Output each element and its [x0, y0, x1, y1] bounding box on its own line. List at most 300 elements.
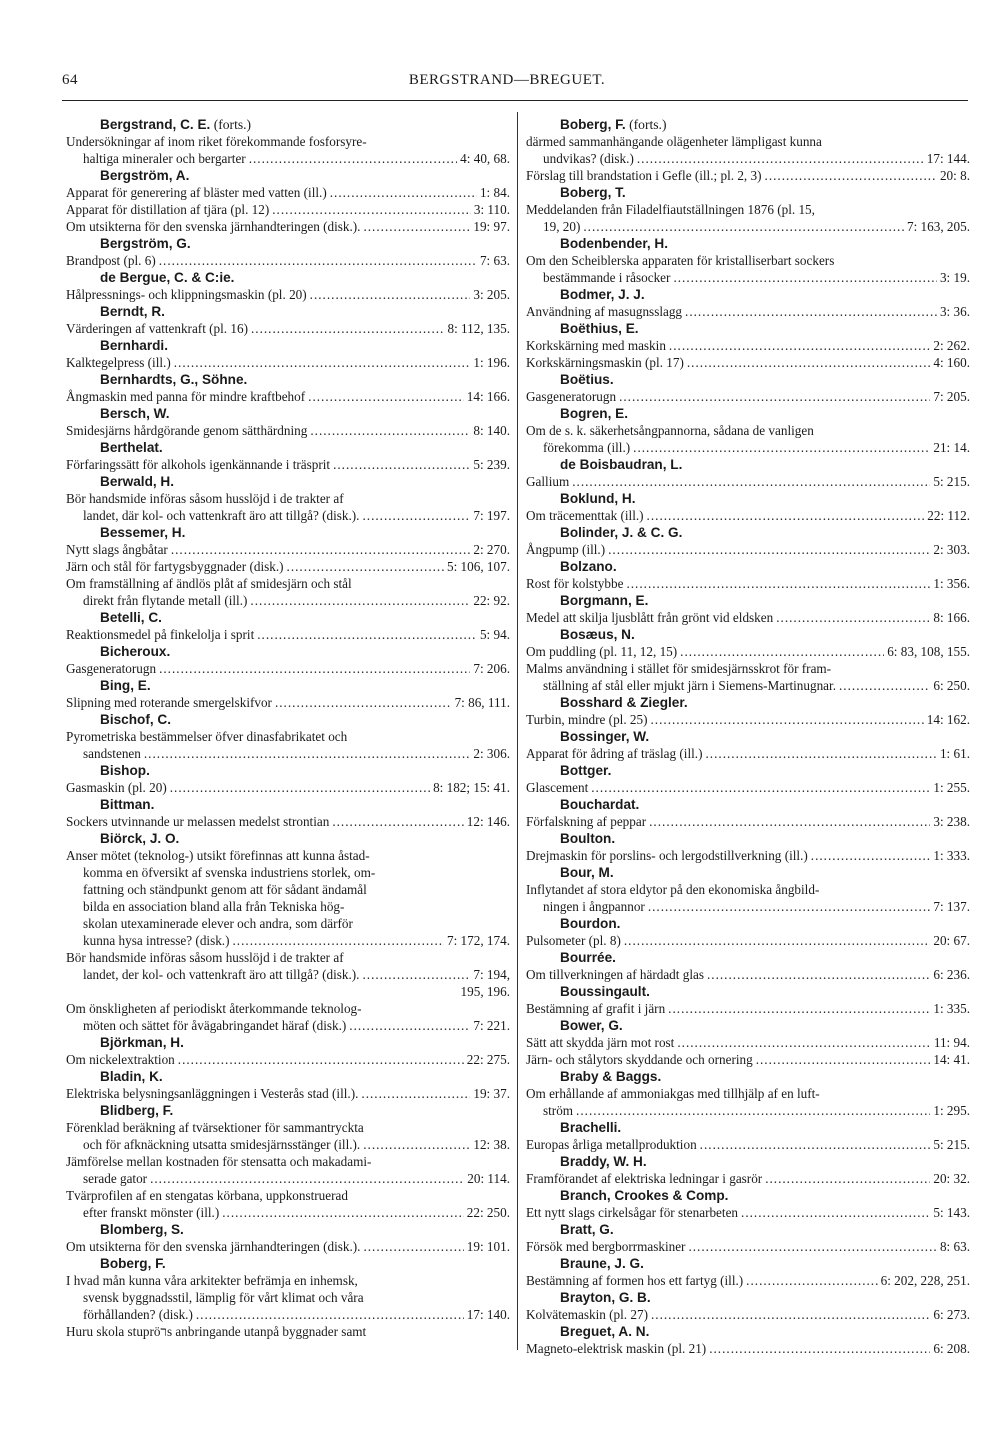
index-item	[526, 133, 970, 167]
author-name-text: Bratt, G.	[560, 1222, 614, 1237]
index-entry	[526, 405, 970, 456]
dot-leader	[233, 932, 444, 949]
dot-leader	[275, 694, 452, 711]
author-name-text: Boberg, F.	[100, 1256, 166, 1271]
item-title: Om nickelextraktion	[66, 1052, 175, 1067]
index-entry	[526, 320, 970, 371]
dot-leader	[251, 320, 444, 337]
dot-leader	[178, 1051, 464, 1068]
volume-page-ref: 1: 295.	[933, 1103, 970, 1118]
index-item	[66, 847, 510, 949]
item-line	[526, 354, 970, 371]
item-line	[66, 592, 510, 609]
author-name	[526, 949, 970, 966]
item-title: Ett nytt slags cirkelsågar för stenarbeten	[526, 1205, 739, 1220]
author-name	[66, 1255, 510, 1272]
index-item	[66, 1051, 510, 1068]
index-item	[66, 1323, 510, 1340]
item-title: I hvad mån kunna våra arkitekter befrämja en inhemsk,	[66, 1273, 358, 1288]
index-entry	[66, 1068, 510, 1102]
author-name-text: Bolzano.	[560, 559, 617, 574]
author-name	[66, 337, 510, 354]
volume-page-ref: 7: 172, 174.	[446, 933, 510, 948]
volume-page-ref: 4: 40, 68.	[460, 151, 510, 166]
item-line	[66, 218, 510, 235]
item-line	[526, 1102, 970, 1119]
author-name-text: Bicheroux.	[100, 644, 171, 659]
index-item	[66, 218, 510, 235]
volume-page-ref: 7: 206.	[473, 661, 510, 676]
author-name	[66, 269, 510, 286]
dot-leader	[249, 150, 457, 167]
volume-page-ref: 5: 143.	[933, 1205, 970, 1220]
index-item	[526, 1204, 970, 1221]
item-title: Drejmaskin för porslins- och lergodstillverkning (ill.)	[526, 848, 808, 863]
index-item	[66, 626, 510, 643]
volume-page-ref: 22: 275.	[466, 1052, 510, 1067]
dot-leader	[839, 677, 930, 694]
author-name-text: Bergstrand, C. E.	[100, 117, 211, 132]
index-item	[66, 949, 510, 1000]
volume-page-ref: 17: 140.	[466, 1307, 510, 1322]
dot-leader	[709, 1340, 930, 1357]
dot-leader	[677, 1034, 931, 1051]
item-line	[66, 575, 510, 592]
item-line	[526, 677, 970, 694]
author-name-text: Blidberg, F.	[100, 1103, 174, 1118]
volume-page-ref: 5: 106, 107.	[446, 559, 510, 574]
item-line	[526, 1204, 970, 1221]
author-name-text: Boussingault.	[560, 984, 650, 999]
index-item	[66, 660, 510, 677]
index-item	[66, 490, 510, 524]
index-item	[66, 1238, 510, 1255]
item-line	[66, 252, 510, 269]
item-title: Bör handsmide införas såsom husslöjd i de trakter af	[66, 491, 344, 506]
volume-page-ref: 20: 32.	[933, 1171, 970, 1186]
volume-page-ref: 8: 112, 135.	[447, 321, 510, 336]
author-name	[526, 524, 970, 541]
index-item	[526, 422, 970, 456]
item-title: Bestämning af grafit i järn	[526, 1001, 666, 1016]
index-item	[526, 847, 970, 864]
index-item	[66, 1272, 510, 1323]
item-line	[66, 881, 510, 898]
dot-leader	[619, 388, 930, 405]
item-line	[526, 388, 970, 405]
column-divider	[517, 112, 518, 1350]
volume-page-ref: 8: 182; 15: 41.	[433, 780, 510, 795]
index-item	[66, 456, 510, 473]
author-name	[66, 473, 510, 490]
item-line	[66, 456, 510, 473]
item-line	[66, 1017, 510, 1034]
index-entry	[526, 1119, 970, 1153]
index-entry	[66, 1221, 510, 1255]
dot-leader	[363, 1238, 463, 1255]
item-title: Smidesjärns hårdgörande genom sätthärdning	[66, 423, 308, 438]
author-name-text: Bolinder, J. & C. G.	[560, 525, 683, 540]
item-title: Förfalskning af peppar	[526, 814, 647, 829]
index-entry	[526, 1153, 970, 1187]
dot-leader	[608, 541, 930, 558]
item-line	[526, 898, 970, 915]
dot-leader	[687, 354, 930, 371]
item-line	[66, 779, 510, 796]
author-name-text: Bittman.	[100, 797, 155, 812]
index-entry	[526, 116, 970, 184]
author-name-text: Borgmann, E.	[560, 593, 649, 608]
item-line	[66, 1272, 510, 1289]
author-name-text: Bower, G.	[560, 1018, 623, 1033]
author-name	[66, 677, 510, 694]
index-item	[526, 1000, 970, 1017]
item-line	[66, 694, 510, 711]
item-title: Elektriska belysningsanläggningen i Vesterås stad (ill.).	[66, 1086, 359, 1101]
dot-leader	[349, 1017, 470, 1034]
author-name	[526, 320, 970, 337]
index-item	[526, 813, 970, 830]
item-title: ställning af stål eller mjukt järn i Siemens-Martinugnar.	[543, 678, 836, 693]
item-title: Turbin, mindre (pl. 25)	[526, 712, 648, 727]
index-item	[526, 745, 970, 762]
author-name	[526, 1255, 970, 1272]
item-title: Om träcementtak (ill.)	[526, 508, 644, 523]
dot-leader	[669, 337, 930, 354]
item-title: Rost för kolstybbe	[526, 576, 624, 591]
index-entry	[526, 235, 970, 286]
author-name	[66, 643, 510, 660]
item-line	[66, 490, 510, 507]
volume-page-ref: 6: 208.	[933, 1341, 970, 1356]
index-item	[526, 932, 970, 949]
item-title: Om de s. k. säkerhetsångpannorna, sådana de vanligen	[526, 423, 814, 438]
dot-leader	[651, 1306, 930, 1323]
author-name-text: Bour, M.	[560, 865, 614, 880]
volume-page-ref: 5: 215.	[933, 474, 970, 489]
index-entry	[66, 439, 510, 473]
item-line	[526, 201, 970, 218]
item-title: Korkskärningsmaskin (pl. 17)	[526, 355, 684, 370]
author-name	[66, 1068, 510, 1085]
author-name	[66, 524, 510, 541]
item-title: landet, der kol- och vattenkraft äro att tillgå? (disk.).	[83, 967, 360, 982]
item-title: Om önskligheten af periodiskt återkommande teknolog-	[66, 1001, 362, 1016]
index-item	[526, 1136, 970, 1153]
dot-leader	[707, 966, 930, 983]
item-line	[526, 711, 970, 728]
dot-leader	[647, 507, 925, 524]
author-name	[66, 116, 510, 133]
volume-page-ref: 8: 63.	[939, 1239, 970, 1254]
index-item	[66, 1085, 510, 1102]
author-name	[526, 405, 970, 422]
author-name-text: Bourdon.	[560, 916, 621, 931]
item-title: Kalktegelpress (ill.)	[66, 355, 171, 370]
item-line	[526, 660, 970, 677]
author-name	[526, 762, 970, 779]
dot-leader	[700, 1136, 931, 1153]
item-title: Järn och stål för fartygsbyggnader (disk.)	[66, 559, 284, 574]
item-title: bilda en association bland alla från Tekniska hög-	[83, 899, 345, 914]
item-title: haltiga mineraler och bergarter	[83, 151, 246, 166]
item-title: sandstenen	[83, 746, 141, 761]
item-title: ström	[543, 1103, 574, 1118]
item-title: Bör handsmide införas såsom husslöjd i de trakter af	[66, 950, 344, 965]
volume-page-ref: 20: 114.	[467, 1171, 510, 1186]
author-name-text: Brayton, G. B.	[560, 1290, 651, 1305]
index-entry	[66, 524, 510, 609]
item-line	[526, 439, 970, 456]
volume-page-ref: 2: 306.	[473, 746, 510, 761]
author-name	[526, 1221, 970, 1238]
dot-leader	[591, 779, 930, 796]
item-line	[66, 949, 510, 966]
item-title: undvikas? (disk.)	[543, 151, 634, 166]
item-line	[66, 1187, 510, 1204]
index-item	[526, 1085, 970, 1119]
index-item	[66, 1119, 510, 1153]
volume-page-ref: 6: 273.	[933, 1307, 970, 1322]
index-entry	[66, 371, 510, 405]
index-item	[66, 813, 510, 830]
item-line	[526, 252, 970, 269]
item-line	[526, 932, 970, 949]
author-name	[526, 286, 970, 303]
item-line	[66, 915, 510, 932]
volume-page-ref: 3: 238.	[933, 814, 970, 829]
volume-page-ref: 14: 162.	[926, 712, 970, 727]
volume-page-ref: 19: 37.	[473, 1086, 510, 1101]
index-item	[526, 966, 970, 983]
item-title: Gasmaskin (pl. 20)	[66, 780, 167, 795]
dot-leader	[633, 439, 930, 456]
dot-leader	[624, 932, 930, 949]
author-name	[66, 1221, 510, 1238]
item-line	[526, 609, 970, 626]
dot-leader	[685, 303, 937, 320]
index-entry	[526, 456, 970, 490]
item-title: ningen i ångpannor	[543, 899, 645, 914]
item-title: Apparat för generering af bläster med vatten (ill.)	[66, 185, 327, 200]
item-title: Om tillverkningen af härdadt glas	[526, 967, 704, 982]
author-name	[66, 405, 510, 422]
author-name-text: Bosshard & Ziegler.	[560, 695, 688, 710]
index-entry	[66, 303, 510, 337]
item-title: komma en öfversikt af svenska industriens storlek, om-	[83, 865, 376, 880]
index-item	[526, 1306, 970, 1323]
volume-page-ref: 1: 61.	[939, 746, 970, 761]
index-entry	[526, 830, 970, 864]
item-line	[66, 932, 510, 949]
index-item	[66, 1187, 510, 1221]
index-item	[526, 201, 970, 235]
index-item	[66, 354, 510, 371]
item-title: Reaktionsmedel på finkelolja i sprit	[66, 627, 255, 642]
author-name	[66, 303, 510, 320]
dot-leader	[362, 507, 470, 524]
item-title: Järn- och stålytors skyddande och ornering	[526, 1052, 753, 1067]
dot-leader	[741, 1204, 930, 1221]
volume-page-ref: 20: 67.	[933, 933, 970, 948]
author-name	[526, 235, 970, 252]
author-name-text: Braby & Baggs.	[560, 1069, 662, 1084]
dot-leader	[776, 609, 930, 626]
author-name	[526, 1289, 970, 1306]
index-entry	[66, 796, 510, 830]
item-title: serade gator	[83, 1171, 148, 1186]
index-item	[526, 660, 970, 694]
right-column	[526, 116, 970, 1357]
index-entry	[66, 235, 510, 269]
index-item	[526, 1340, 970, 1357]
author-name	[66, 439, 510, 456]
item-title: Medel att skilja ljusblått från grönt vid eldsken	[526, 610, 774, 625]
dot-leader	[765, 167, 937, 184]
item-title: Framförandet af elektriska ledningar i gasrör	[526, 1171, 763, 1186]
volume-page-ref: 5: 239.	[473, 457, 510, 472]
item-line	[526, 167, 970, 184]
item-line	[66, 286, 510, 303]
index-entry	[526, 694, 970, 728]
item-title: och för afknäckning utsatta smidesjärnsstänger (ill.).	[83, 1137, 361, 1152]
author-name	[66, 1102, 510, 1119]
author-name	[526, 728, 970, 745]
item-line	[526, 1085, 970, 1102]
item-title: Nytt slags ångbåtar	[66, 542, 168, 557]
item-line	[526, 303, 970, 320]
item-line	[526, 1238, 970, 1255]
volume-page-ref: 3: 36.	[939, 304, 970, 319]
author-name-text: Boëthius, E.	[560, 321, 639, 336]
author-name-text: Bouchardat.	[560, 797, 640, 812]
dot-leader	[688, 1238, 937, 1255]
author-name-text: Bernhardi.	[100, 338, 168, 353]
dot-leader	[648, 898, 931, 915]
item-line	[66, 1323, 510, 1340]
item-line	[66, 1306, 510, 1323]
author-name-text: Boëtius.	[560, 372, 614, 387]
index-entry	[66, 711, 510, 762]
volume-page-ref: 6: 202, 228, 251.	[880, 1273, 970, 1288]
author-name	[526, 1153, 970, 1170]
item-line	[66, 1289, 510, 1306]
volume-page-ref: 14: 41.	[933, 1052, 970, 1067]
item-line	[66, 201, 510, 218]
volume-page-ref: 8: 140.	[473, 423, 510, 438]
item-line	[526, 269, 970, 286]
author-name-text: de Bergue, C. & C:ie.	[100, 270, 235, 285]
index-entry	[526, 1017, 970, 1068]
item-title: Gallium	[526, 474, 570, 489]
index-item	[526, 1034, 970, 1051]
volume-page-ref: 22: 250.	[466, 1205, 510, 1220]
author-name-text: Branch, Crookes & Comp.	[560, 1188, 729, 1203]
index-item	[66, 728, 510, 762]
dot-leader	[308, 388, 464, 405]
volume-page-ref: 7: 86, 111.	[454, 695, 510, 710]
index-entry	[66, 762, 510, 796]
item-title: Förfaringssätt för alkohols igenkännande i träsprit	[66, 457, 331, 472]
index-entry	[526, 728, 970, 762]
item-line	[526, 1136, 970, 1153]
item-title: svensk byggnadsstil, lämplig för vårt klimat och våra	[83, 1290, 364, 1305]
item-title: Förenklad beräkning af tvärsektioner för sammantryckta	[66, 1120, 364, 1135]
index-entry	[66, 167, 510, 235]
author-name-text: Bergström, G.	[100, 236, 191, 251]
author-name	[66, 1034, 510, 1051]
dot-leader	[765, 1170, 930, 1187]
item-line	[66, 184, 510, 201]
item-line	[66, 1051, 510, 1068]
item-title: Om utsikterna för den svenska järnhandteringen (disk.).	[66, 219, 361, 234]
volume-page-ref: 14: 166.	[466, 389, 510, 404]
volume-page-ref: 195, 196.	[460, 984, 510, 999]
author-name	[526, 184, 970, 201]
volume-page-ref: 22: 112.	[927, 508, 970, 523]
author-name-text: Bischof, C.	[100, 712, 171, 727]
item-line	[526, 1272, 970, 1289]
volume-page-ref: 2: 270.	[473, 542, 510, 557]
item-title: Europas årliga metallproduktion	[526, 1137, 697, 1152]
index-item	[526, 609, 970, 626]
item-line	[526, 150, 970, 167]
item-line	[66, 388, 510, 405]
index-entry	[526, 864, 970, 915]
item-line	[66, 1136, 510, 1153]
author-name	[66, 830, 510, 847]
dot-leader	[171, 541, 471, 558]
author-name	[526, 490, 970, 507]
index-item	[526, 881, 970, 915]
dot-leader	[361, 1085, 470, 1102]
volume-page-ref: 2: 262.	[933, 338, 970, 353]
item-line	[526, 745, 970, 762]
dot-leader	[257, 626, 477, 643]
item-line	[66, 626, 510, 643]
author-name-text: Betelli, C.	[100, 610, 162, 625]
author-name	[526, 626, 970, 643]
item-title: Meddelanden från Filadelfiautställningen 1876 (pl. 15,	[526, 202, 815, 217]
index-entry	[526, 1323, 970, 1357]
author-name-text: Brachelli.	[560, 1120, 622, 1135]
index-entry	[66, 1102, 510, 1221]
volume-page-ref: 2: 303.	[933, 542, 970, 557]
item-title: Pyrometriska bestämmelser öfver dinasfabrikatet och	[66, 729, 348, 744]
dot-leader	[756, 1051, 931, 1068]
volume-page-ref: 7: 194,	[473, 967, 510, 982]
item-title: förhållanden? (disk.)	[83, 1307, 193, 1322]
continued-note: (forts.)	[625, 117, 667, 132]
item-line	[66, 745, 510, 762]
index-entry	[66, 337, 510, 371]
index-item	[66, 201, 510, 218]
author-name-text: Bernhardts, G., Söhne.	[100, 372, 248, 387]
dot-leader	[196, 1306, 464, 1323]
item-title: direkt från flytande metall (ill.)	[83, 593, 248, 608]
index-entry	[526, 1221, 970, 1255]
author-name-text: Bing, E.	[100, 678, 151, 693]
dot-leader	[572, 473, 930, 490]
item-title: Huru skola stupröרs anbringande utanpå byggnader samt	[66, 1324, 367, 1339]
index-entry	[526, 1289, 970, 1323]
item-line	[66, 1119, 510, 1136]
item-title: Försök med bergborrmaskiner	[526, 1239, 686, 1254]
author-name-text: Braune, J. G.	[560, 1256, 644, 1271]
author-name-text: Bladin, K.	[100, 1069, 163, 1084]
author-name-text: Biörck, J. O.	[100, 831, 180, 846]
index-item	[66, 779, 510, 796]
